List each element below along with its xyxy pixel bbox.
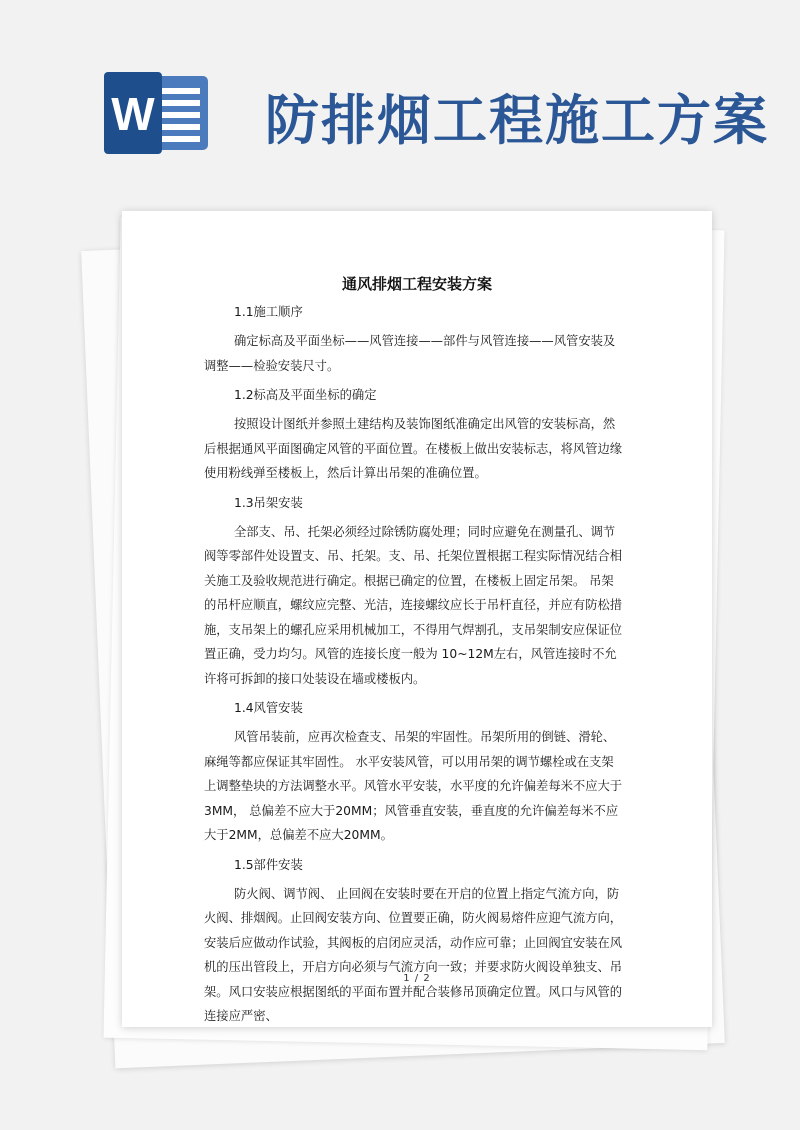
section-text-1-1: 确定标高及平面坐标——风管连接——部件与风管连接——风管安装及调整——检验安装尺寸。 <box>204 334 616 373</box>
document-page <box>122 211 712 1027</box>
document-title: 通风排烟工程安装方案 <box>341 275 492 293</box>
word-document-icon <box>104 72 214 154</box>
section-text-1-5: 防火阀、调节阀、 止回阀在安装时要在开启的位置上指定气流方向，防火阀、排烟阀。止回阀安装方向、位置要正确，防火阀易熔件应迎气流方向，安装后应做动作试验，其阀板的启闭应灵活，动作应可靠；止回阀宜安装在风机的压出管段上，开启方向必须与气流方向一致；并要求防火阀设单独支、吊架。风口安装应根据图纸的平面布置并配合装修吊顶确定位置。风口与风管的连接应严密、 <box>204 886 623 1023</box>
section-heading-1-2: 1.2标高及平面坐标的确定 <box>234 388 377 402</box>
section-text-1-3: 全部支、吊、托架必须经过除锈防腐处理；同时应避免在测量孔、调节阀等零部件处设置支、吊、托架。支、吊、托架位置根据工程实际情况结合相关施工及验收规范进行确定。根据已确定的位置，在楼板上固定吊架。 吊架的吊杆应顺直，螺纹应完整、光洁，连接螺纹应长于吊杆直径，并应有防松措施，支吊架上的螺孔应采用机械加工，不得用气焊割孔，支吊架制安应保证位置正确，受力均匀。风管的连接长度一般为 10~12M左右，风管连接时不允许将可拆卸的接口处装设在墙或楼板内。 <box>204 524 623 686</box>
page-number: 1 / 2 <box>403 973 431 984</box>
section-text-1-4: 风管吊装前，应再次检查支、吊架的牢固性。吊架所用的倒链、滑轮、麻绳等都应保证其牢固性。 水平安装风管，可以用吊架的调节螺栓或在支架上调整垫块的方法调整水平。风管水平安装，水平度的允许偏差每米不应大于3MM， 总偏差不应大于20MM；风管垂直安装，垂直度的允许偏差每米不应大于2MM，总偏差不应大20MM。 <box>204 730 623 842</box>
section-text-1-2: 按照设计图纸并参照土建结构及装饰图纸准确定出风管的安装标高，然后根据通风平面图确定风管的平面位置。在楼板上做出安装标志，将风管边缘使用粉线弹至楼板上，然后计算出吊架的准确位置。 <box>204 417 623 480</box>
section-heading-1-4: 1.4风管安装 <box>234 701 303 715</box>
banner-title: 防排烟工程施工方案 <box>265 88 769 152</box>
section-heading-1-1: 1.1施工顺序 <box>234 305 303 319</box>
word-letter: W <box>111 88 155 140</box>
banner <box>0 0 800 190</box>
document-body <box>204 301 624 1035</box>
section-heading-1-3: 1.3吊架安装 <box>234 495 303 510</box>
section-heading-1-5: 1.5部件安装 <box>234 857 303 872</box>
